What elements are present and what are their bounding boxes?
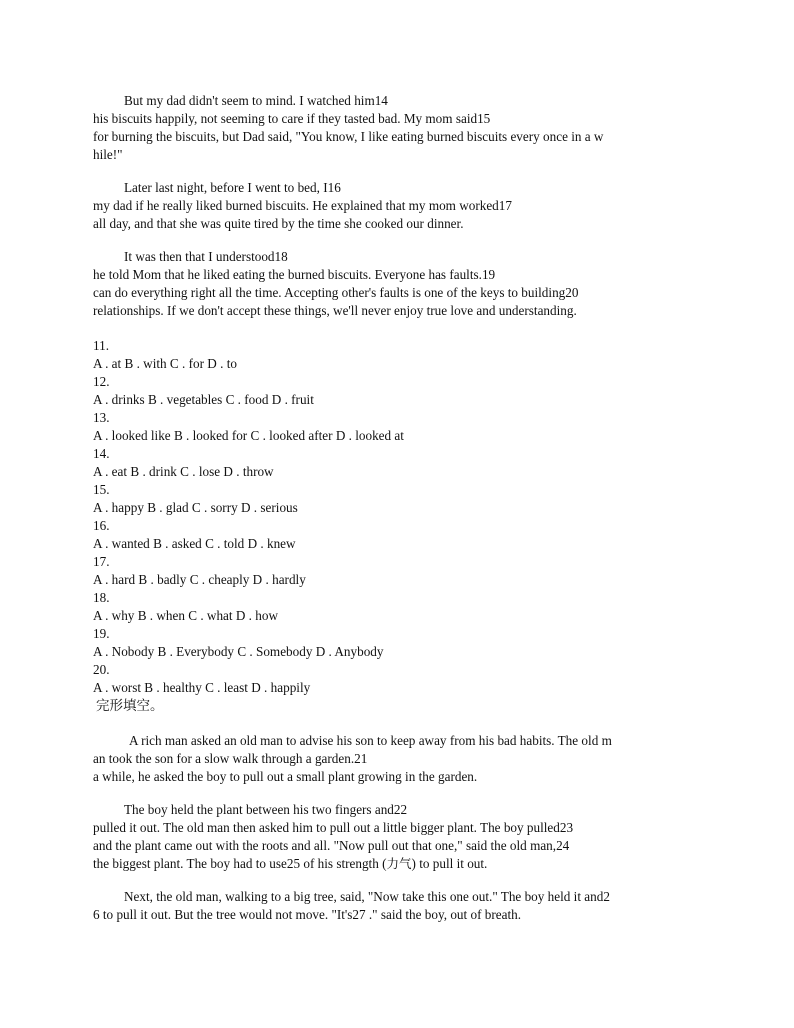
- question-item: [93, 661, 705, 697]
- question-number: 11.: [93, 338, 109, 353]
- question-options: A . eat B . drink C . lose D . throw: [93, 464, 274, 479]
- text-line: for burning the biscuits, but Dad said, "You know, I like eating burned biscuits every once in a w: [93, 129, 604, 144]
- text-line: pulled it out. The old man then asked him to pull out a little bigger plant. The boy pulled23: [93, 820, 574, 835]
- question-number: 19.: [93, 626, 110, 641]
- passage2-paragraph-1: [93, 732, 705, 786]
- question-number: 13.: [93, 410, 110, 425]
- question-item: [93, 373, 705, 409]
- section-title: 完形填空。: [96, 698, 164, 714]
- text-line: his biscuits happily, not seeming to care if they tasted bad. My mom said15: [93, 111, 491, 126]
- question-number: 18.: [93, 590, 110, 605]
- text-line: all day, and that she was quite tired by the time she cooked our dinner.: [93, 216, 464, 231]
- question-options: A . wanted B . asked C . told D . knew: [93, 536, 296, 551]
- text-line: Later last night, before I went to bed, I16: [124, 180, 341, 195]
- passage1-paragraph-3: [93, 248, 705, 320]
- text-line: [93, 855, 705, 873]
- question-item: [93, 337, 705, 373]
- question-options: A . hard B . badly C . cheaply D . hardly: [93, 572, 306, 587]
- question-list: [93, 337, 705, 697]
- text-line: my dad if he really liked burned biscuits. He explained that my mom worked17: [93, 198, 512, 213]
- question-item: [93, 553, 705, 589]
- question-item: [93, 625, 705, 661]
- text-line: hile!": [93, 147, 123, 162]
- text-line: and the plant came out with the roots and all. "Now pull out that one," said the old man,24: [93, 838, 570, 853]
- text-line: can do everything right all the time. Accepting other's faults is one of the keys to building20: [93, 285, 579, 300]
- text-line: relationships. If we don't accept these things, we'll never enjoy true love and understanding.: [93, 303, 577, 318]
- question-number: 17.: [93, 554, 110, 569]
- question-item: [93, 517, 705, 553]
- question-options: A . looked like B . looked for C . looked after D . looked at: [93, 428, 404, 443]
- text-segment: the biggest plant. The boy had to use25 of his strength (: [93, 856, 387, 871]
- question-number: 15.: [93, 482, 110, 497]
- question-number: 20.: [93, 662, 110, 677]
- text-line: A rich man asked an old man to advise his son to keep away from his bad habits. The old m: [129, 733, 612, 748]
- text-line: The boy held the plant between his two fingers and22: [124, 802, 408, 817]
- document-page: [93, 92, 705, 924]
- question-options: A . worst B . healthy C . least D . happily: [93, 680, 311, 695]
- question-number: 16.: [93, 518, 110, 533]
- text-line: an took the son for a slow walk through a garden.21: [93, 751, 368, 766]
- text-line: 6 to pull it out. But the tree would not move. "It's27 ." said the boy, out of breath.: [93, 907, 522, 922]
- question-item: [93, 445, 705, 481]
- question-item: [93, 409, 705, 445]
- question-options: A . drinks B . vegetables C . food D . fruit: [93, 392, 314, 407]
- passage1-paragraph-2: [93, 179, 705, 233]
- question-number: 14.: [93, 446, 110, 461]
- question-options: A . happy B . glad C . sorry D . serious: [93, 500, 298, 515]
- text-line: But my dad didn't seem to mind. I watched him14: [124, 93, 388, 108]
- text-segment: ) to pull it out.: [411, 856, 488, 871]
- question-number: 12.: [93, 374, 110, 389]
- chinese-gloss: 力气: [386, 856, 412, 871]
- text-line: a while, he asked the boy to pull out a small plant growing in the garden.: [93, 769, 478, 784]
- passage2-paragraph-2: [93, 801, 705, 873]
- question-options: A . at B . with C . for D . to: [93, 356, 237, 371]
- passage1-paragraph-1: [93, 92, 705, 164]
- passage2-paragraph-3: [93, 888, 705, 924]
- text-line: Next, the old man, walking to a big tree, said, "Now take this one out." The boy held it and2: [124, 889, 610, 904]
- text-line: he told Mom that he liked eating the burned biscuits. Everyone has faults.19: [93, 267, 496, 282]
- question-options: A . why B . when C . what D . how: [93, 608, 278, 623]
- text-line: It was then that I understood18: [124, 249, 288, 264]
- question-item: [93, 589, 705, 625]
- question-item: [93, 481, 705, 517]
- question-options: A . Nobody B . Everybody C . Somebody D . Anybody: [93, 644, 384, 659]
